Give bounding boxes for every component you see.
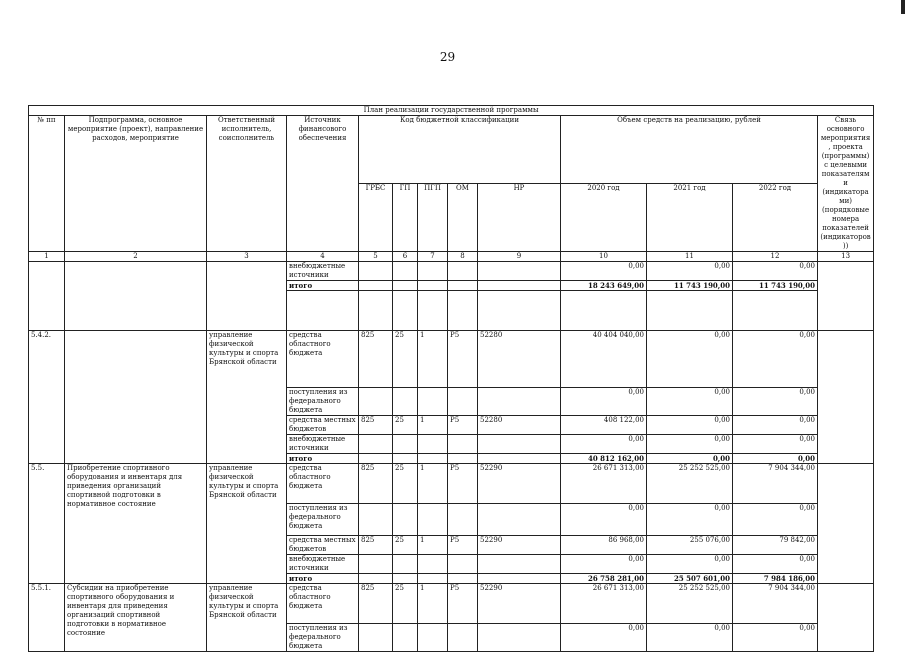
row-responsible: управление физической культуры и спорта Брянской области	[207, 464, 287, 584]
amount-cell: 7 984 186,00	[733, 574, 818, 584]
amount-cell: 255 076,00	[647, 536, 733, 555]
page-number: 29	[439, 50, 456, 64]
row-responsible: управление физической культуры и спорта Брянской области	[207, 331, 287, 464]
code-pgp: 1	[418, 416, 448, 435]
program-plan-table	[28, 105, 874, 652]
row-name: Приобретение спортивного оборудования и инвентаря для приведения организаций спортивной подготовки в нормативное состояние	[65, 464, 207, 584]
col-num: 12	[733, 252, 818, 262]
column-number-row	[29, 252, 874, 262]
amount-cell: 26 671 313,00	[561, 584, 647, 624]
table-title-row	[29, 106, 874, 116]
source-regional: средства областного бюджета	[287, 464, 359, 504]
col-num: 1	[29, 252, 65, 262]
code-gp: 25	[393, 584, 418, 624]
amount-cell: 0,00	[733, 624, 818, 652]
code-np: 52280	[478, 416, 561, 435]
amount-cell: 25 252 525,00	[647, 584, 733, 624]
code-np: 52290	[478, 536, 561, 555]
amount-cell: 0,00	[561, 388, 647, 416]
amount-cell: 0,00	[561, 262, 647, 281]
col-num: 9	[478, 252, 561, 262]
source-total: итого	[287, 454, 359, 464]
source-federal: поступления из федерального бюджета	[287, 504, 359, 536]
code-grbs: 825	[359, 331, 393, 388]
code-gp: 25	[393, 416, 418, 435]
header-budget-code: Код бюджетной классификации	[359, 116, 561, 184]
amount-cell: 0,00	[647, 262, 733, 281]
amount-cell: 0,00	[647, 416, 733, 435]
source-extra: внебюджетные источники	[287, 262, 359, 281]
amount-cell: 0,00	[561, 624, 647, 652]
header-grbs: ГРБС	[359, 184, 393, 252]
source-regional: средства областного бюджета	[287, 331, 359, 388]
header-2021: 2021 год	[647, 184, 733, 252]
code-np: 52290	[478, 584, 561, 624]
header-om: ОМ	[448, 184, 478, 252]
amount-cell: 0,00	[561, 555, 647, 574]
code-grbs: 825	[359, 416, 393, 435]
code-om: Р5	[448, 584, 478, 624]
table-row	[29, 331, 874, 388]
amount-cell: 7 904 344,00	[733, 464, 818, 504]
col-num: 5	[359, 252, 393, 262]
code-np: 52280	[478, 331, 561, 388]
code-grbs: 825	[359, 536, 393, 555]
amount-cell: 0,00	[561, 435, 647, 454]
col-num: 3	[207, 252, 287, 262]
code-gp: 25	[393, 331, 418, 388]
row-responsible: управление физической культуры и спорта Брянской области	[207, 584, 287, 652]
code-gp: 25	[393, 464, 418, 504]
col-num: 13	[818, 252, 874, 262]
code-pgp: 1	[418, 331, 448, 388]
header-volume: Объем средств на реализацию, рублей	[561, 116, 818, 184]
header-row-1	[29, 116, 874, 184]
amount-cell: 7 904 344,00	[733, 584, 818, 624]
header-responsible: Ответственный исполнитель, соисполнитель	[207, 116, 287, 252]
source-federal: поступления из федерального бюджета	[287, 388, 359, 416]
col-num: 4	[287, 252, 359, 262]
amount-cell: 0,00	[733, 416, 818, 435]
header-2022: 2022 год	[733, 184, 818, 252]
amount-cell: 25 507 601,00	[647, 574, 733, 584]
amount-cell: 0,00	[733, 454, 818, 464]
col-num: 2	[65, 252, 207, 262]
amount-cell: 0,00	[733, 262, 818, 281]
amount-cell: 0,00	[647, 504, 733, 536]
header-np: НР	[478, 184, 561, 252]
table-row	[29, 464, 874, 504]
code-pgp: 1	[418, 584, 448, 624]
source-extra: внебюджетные источники	[287, 435, 359, 454]
code-om: Р5	[448, 536, 478, 555]
amount-cell: 25 252 525,00	[647, 464, 733, 504]
source-local: средства местных бюджетов	[287, 416, 359, 435]
amount-cell: 0,00	[647, 388, 733, 416]
row-name: Субсидии на приобретение спортивного оборудования и инвентаря для приведения организаций спортивной подготовки в нормативное состояние	[65, 584, 207, 652]
amount-cell: 0,00	[647, 331, 733, 388]
col-num: 11	[647, 252, 733, 262]
amount-cell: 11 743 190,00	[733, 281, 818, 291]
col-num: 7	[418, 252, 448, 262]
code-om: Р5	[448, 416, 478, 435]
code-om: Р5	[448, 331, 478, 388]
code-om: Р5	[448, 464, 478, 504]
amount-cell: 408 122,00	[561, 416, 647, 435]
header-num: № пп	[29, 116, 65, 252]
amount-cell: 0,00	[647, 555, 733, 574]
header-pgp: ПГП	[418, 184, 448, 252]
header-link: Связь основного мероприятия, проекта (программы) с целевыми показателями (индикаторами) (порядковые номера показателей (индикаторов))	[818, 116, 874, 252]
code-grbs: 825	[359, 584, 393, 624]
source-total: итого	[287, 281, 359, 291]
code-pgp: 1	[418, 464, 448, 504]
code-pgp: 1	[418, 536, 448, 555]
source-federal: поступления из федерального бюджета	[287, 624, 359, 652]
amount-cell: 0,00	[733, 504, 818, 536]
row-number: 5.5.1.	[29, 584, 65, 652]
amount-cell: 0,00	[733, 555, 818, 574]
amount-cell: 0,00	[733, 331, 818, 388]
scan-edge-mark	[901, 0, 905, 14]
table-row	[29, 262, 874, 281]
amount-cell: 86 968,00	[561, 536, 647, 555]
table-title: План реализации государственной программы	[29, 106, 874, 116]
header-subprogram: Подпрограмма, основное мероприятие (проект), направление расходов, мероприятие	[65, 116, 207, 252]
row-number: 5.4.2.	[29, 331, 65, 464]
header-source: Источник финансового обеспечения	[287, 116, 359, 252]
amount-cell: 40 812 162,00	[561, 454, 647, 464]
amount-cell: 26 758 281,00	[561, 574, 647, 584]
amount-cell: 79 842,00	[733, 536, 818, 555]
amount-cell: 40 404 040,00	[561, 331, 647, 388]
source-regional: средства областного бюджета	[287, 584, 359, 624]
amount-cell: 0,00	[647, 435, 733, 454]
col-num: 6	[393, 252, 418, 262]
table-row	[29, 584, 874, 624]
col-num: 8	[448, 252, 478, 262]
amount-cell: 26 671 313,00	[561, 464, 647, 504]
row-number: 5.5.	[29, 464, 65, 584]
amount-cell: 11 743 190,00	[647, 281, 733, 291]
code-gp: 25	[393, 536, 418, 555]
code-np: 52290	[478, 464, 561, 504]
col-num: 10	[561, 252, 647, 262]
source-total: итого	[287, 574, 359, 584]
amount-cell: 0,00	[733, 435, 818, 454]
amount-cell: 0,00	[647, 454, 733, 464]
header-2020: 2020 год	[561, 184, 647, 252]
amount-cell: 18 243 649,00	[561, 281, 647, 291]
amount-cell: 0,00	[733, 388, 818, 416]
source-local: средства местных бюджетов	[287, 536, 359, 555]
amount-cell: 0,00	[647, 624, 733, 652]
source-extra: внебюджетные источники	[287, 555, 359, 574]
code-grbs: 825	[359, 464, 393, 504]
header-gp: ГП	[393, 184, 418, 252]
amount-cell: 0,00	[561, 504, 647, 536]
